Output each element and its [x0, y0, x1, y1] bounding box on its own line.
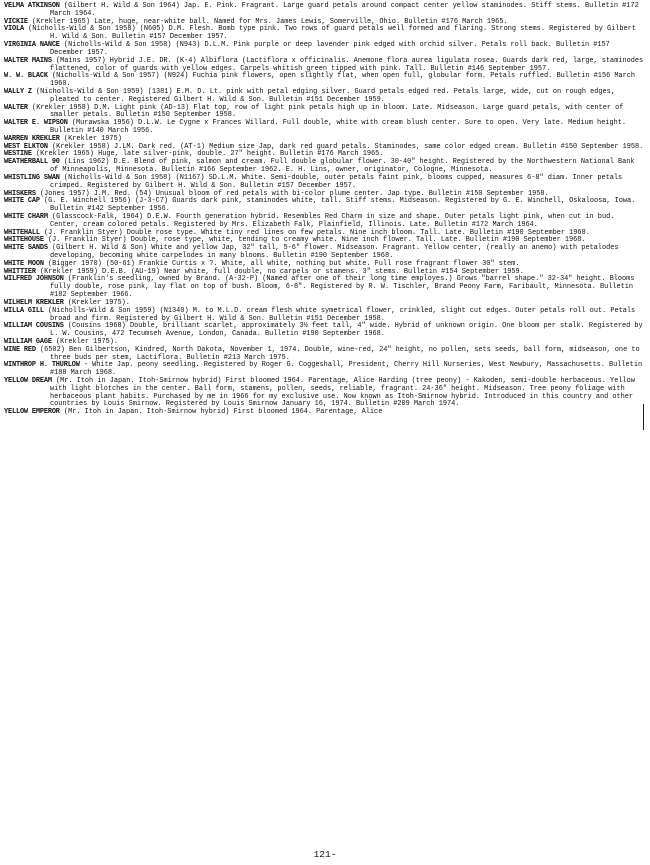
entry-cultivar-name: WEST ELKTON [4, 142, 48, 151]
page-number: 121- [313, 849, 337, 860]
entry-cultivar-name: WHITE CHARM [4, 212, 48, 221]
entry-description: (J. Franklin Styer) Double rose type. White tiny red lines on few petals. Nine inch bloom. Tall. Late. Bulletin #190 September 1968. [39, 228, 590, 237]
entry-cultivar-name: WILLA GILL [4, 306, 44, 315]
entry-description: (Krekler 1958) J.LM. Dark red. (AT-1) Medium size Jap, dark red guard petals. Staminodes, same color edged cream. Bulletin #150 September 1958. [47, 142, 644, 151]
entry-description: (Franklin's seedling, owned by Brand. (A-32-P) (Named after one of their long time employes.) Grows "barrel shape." 32-34" height. Blooms fully double, rose pink, lay flat on top of bush. Bloom, 6-8". Registered by R. W. Tischler, Brand Peony Farm, Faribault, Minnesota. Bulletin #182 September 1966. [50, 275, 639, 300]
entry-description: (Gilbert H. Wild & Son) White and yellow Jap, 32" tall, 5-6" flower. Midseason. Fragrant. Yellow center, (really an anemo) with petalodes developing, becoming white carpelodes in many blooms. Bulletin #190 September 1968. [47, 244, 623, 260]
entry-cultivar-name: WILLIAM GAGE [4, 337, 52, 346]
registry-entry [4, 89, 644, 105]
entry-description: (6502) Ben Gilbertson, Kindred, North Dakota, November 1, 1974. Double, wine-red, 24" height, no pollen, sets seeds, ball form, midseason, one to three buds per stem, Lactiflora. Bulletin #213 March 1975. [35, 345, 644, 362]
registry-entry [4, 120, 644, 136]
entry-description: (Mains 1957) Hybrid J.E. DR. (K-4) Albiflora (Lactiflora x officinalis. Anemone flora aurea ligulata rosea. Guards dark red, large, staminodes flattened, color of guards with yellow edges. Carpels whitish green tipped with pink. Tall. Bulletin #146 September 1957. [50, 56, 648, 73]
registry-entry [4, 42, 644, 58]
registry-entry [4, 276, 644, 299]
registry-entry [4, 347, 644, 363]
entry-cultivar-name: WALTER MAINS [4, 56, 52, 65]
entry-cultivar-name: WALTER [4, 103, 28, 112]
entry-cultivar-name: VIRGINIA NANCE [4, 41, 60, 50]
entry-cultivar-name: WHITEHOUSE [4, 236, 44, 245]
registry-entry [4, 409, 644, 417]
entry-description: (Jones 1957) J.M. Red. (54) Unusual bloom of red petals with bi-color plume center. Jap type. Bulletin #150 September 1958. [35, 189, 549, 198]
entry-cultivar-name: WALTER E. WIPSON [4, 119, 68, 128]
entry-description: - White Jap. peony seedling. Registered by Roger G. Coggeshall, President, Cherry Hill Nurseries, West Newbury, Massachusetts. Bulletin #188 March 1968. [50, 361, 647, 378]
registry-entry [4, 175, 644, 191]
registry-entry [4, 73, 644, 89]
registry-entry [4, 361, 647, 378]
entry-cultivar-name: YELLOW DREAM [4, 377, 52, 385]
entry-description: (Krekler 1965) Late, huge, near-white ball. Named for Mrs. James Lewis, Somerville, Ohio. Bulletin #176 March 1965. [27, 17, 508, 26]
entry-cultivar-name: WINTHROP H. THURLOW [4, 361, 80, 370]
entry-description: (Cousins 1968) Double, brilliant scarlet, approximately 3½ feet tall, 4" wide. Hybrid of unknown origin. One bloom per stalk. Registered by L. W. Cousins, 472 Tecumseh Avenue, London, Canada. Bulletin #190 September 1968. [50, 322, 647, 339]
entry-description: (Glasscock-Falk, 1964) D.E.W. Fourth generation hybrid. Resembles Red Charm in size and shape. Outer petals light pink, when cut in bud. Center, cream colored petals. Registered by Mrs. Elizabeth Falk, Plainfield, Illinois. Late. Bulletin #172 March 1964. [47, 212, 619, 229]
entry-list [4, 2, 648, 417]
entry-description: (Nicholls-Wild & Son 1958) (N1167) SD.L.M. White. Semi-double, outer petals faint pink, blooms cupped, measures 6-8" diam. Inner petals crimped. Registered by Gilbert H. Wild & Son. Bulletin #157 December 1957. [50, 173, 627, 190]
entry-description: (G. E. Winchell 1956) (J-3-C7) Guards dark pink, staminodes white, tall. Stiff stems. Midseason. Registered by G. E. Winchell, Oskaloosa, Iowa. Bulletin #142 September 1956. [39, 197, 640, 214]
entry-cultivar-name: YELLOW EMPEROR [4, 408, 60, 417]
registry-entry [4, 322, 647, 339]
margin-mark [643, 404, 644, 430]
registry-entry [4, 308, 644, 324]
registry-entry [4, 3, 644, 19]
entry-description: (Lins 1962) D.E. Blend of pink, salmon and cream. Full double globular flower. 30-40" height. Registered by the Northwestern National Bank of Minneapolis, Minnesota. Bulletin #166 September 1962. E. H. Lins, owner, originator, Cologne, Minnesota. [50, 158, 639, 175]
entry-description: (Nicholls-Wild & Son 1959) (N1340) M. to M.L.D. cream flesh white symetrical flower, crinkled, slight cut edges. Outer petals roll out. Petals broad and firm. Registered by Gilbert H. Wild & Son. Bulletin #151 December 1958. [43, 306, 640, 323]
entry-description: (J. Franklin Styer) Double, rose type, white, tending to creamy white. Nine inch flower. Tall. Late. Bulletin #190 September 1968. [43, 236, 586, 245]
registry-entry [4, 245, 644, 261]
entry-description: (Krekler 1958) D.M. Light pink (AD-13) Flat top, row of light pink petals high up in bloom. Late. Midseason. Large guard petals, with center of smaller petals. Bulletin #150 September 1958. [27, 103, 628, 120]
entry-description: (Gilbert H. Wild & Son 1964) Jap. E. Pink. Fragrant. Large guard petals around compact center yellow staminodes. Stiff stems. Bulletin #172 March 1964. [50, 2, 643, 18]
entry-description: (Nicholls-Wild & Son 1958) (N605) D.M. Flesh. Bomb type pink. Two rows of guard petals well formed and flaring. Strong stems. Registered by Gilbert H. Wild & Son. Bulletin #157 December 1957. [23, 25, 641, 42]
entry-cultivar-name: VELMA ATKINSON [4, 2, 60, 10]
entry-description: (Krekler 1975) [59, 134, 122, 143]
entry-description: (Nicholls-Wild & Son 1959) (1381) E.M. D. Lt. pink with petal edging silver. Guard petals edged red. Petals large, wide, cut on rough edges, pleated to center. Registered Gilbert H. Wild & Son. Bulletin #151 December 1959. [31, 87, 620, 104]
registry-entry [4, 159, 644, 175]
entry-description: (Krekler 1975). [63, 298, 130, 307]
entry-cultivar-name: VIOLA [4, 25, 24, 34]
entry-cultivar-name: WESTINE [4, 150, 32, 159]
entry-cultivar-name: WINE RED [4, 345, 36, 354]
registry-entry [4, 214, 644, 230]
entry-cultivar-name: WHITEHALL [4, 228, 40, 237]
entry-description: (Mr. Itoh in Japan. Itoh-Smirnow hybrid) First bloomed 1964. Parentage, Alice Harding (tree peony) - Kakoden, semi-double herbaceous. Yellow with light blotches in the center. Ball form, stamens, pollen, seeds, reliable, fragrant. 24-36" height. Midseason. Tree peony foliage with herbaceous plant habits. Purchased by me in 1966 for my exclusive use. Now known as Itoh-Smirnow hybrid. Introduced in this country and other countries by Louis Smirnow. Registered by Louis Smirnow January 16, 1974. Bulletin #209 March 1974. [50, 377, 640, 409]
entry-description: (Krekler 1959) D.E.B. (AU-19) Near white, full double, no carpels or stamens. 3" stems. Bulletin #154 September 1959. [35, 267, 524, 276]
entry-cultivar-name: WARREN KREKLER [4, 134, 60, 143]
entry-cultivar-name: WILHELM KREKLER [4, 298, 64, 307]
entry-description: (Krekler 1975). [51, 337, 118, 346]
entry-description: (Murawska 1956) D.L.W. Le Cygne x Frances Willard. Full double, white with cream blush center. Sure to open. Very late. Medium height. Bulletin #140 March 1956. [50, 119, 631, 135]
entry-cultivar-name: W. W. BLACK [4, 72, 48, 81]
registry-entry [4, 26, 644, 42]
entry-description: (Krekler 1965) Huge, late silver-pink, double. 27" height. Bulletin #176 March 1965. [31, 150, 384, 159]
registry-entry [4, 105, 644, 121]
entry-cultivar-name: WHISKERS [4, 189, 36, 198]
entry-cultivar-name: WHITTIER [4, 267, 36, 276]
entry-cultivar-name: WILFRED JOHNSON [4, 275, 64, 284]
entry-description: (Nicholls-Wild & Son 1958) (N943) D.L.M. Pink purple or deep lavender pink edged with orchid silver. Petals roll back. Bulletin #157 December 1957. [50, 41, 614, 57]
entry-cultivar-name: WILLIAM COUSINS [4, 322, 64, 331]
entry-cultivar-name: WHITE MOON [4, 259, 44, 268]
entry-description: (Nicholls-Wild & Son 1957) (N924) Fuchia pink flowers, open slightly flat, when open full, globular form. Petals ruffled. Bulletin #156 March 1960. [47, 72, 640, 89]
entry-description: (Mr. Itoh in Japan. Itoh-Smirnow hybrid) First bloomed 1964. Parentage, Alice [59, 408, 383, 417]
entry-description: (Bigger 1970) (50-61) Frankie Curtis x ?. White, all white, nothing but white. Full rose fragrant flower 30" stem. [43, 259, 520, 268]
entry-cultivar-name: WALLY Z [4, 87, 32, 96]
entry-cultivar-name: WHITE SANDS [4, 244, 48, 253]
registry-entry [4, 198, 644, 214]
entry-cultivar-name: WEATHERBALL 90 [4, 158, 60, 167]
entry-cultivar-name: WHITE CAP [4, 197, 40, 206]
registry-entry [4, 56, 648, 74]
entry-cultivar-name: VICKIE [4, 17, 28, 26]
entry-cultivar-name: WHISTLING SWAN [4, 173, 60, 182]
registry-entry [4, 378, 644, 409]
